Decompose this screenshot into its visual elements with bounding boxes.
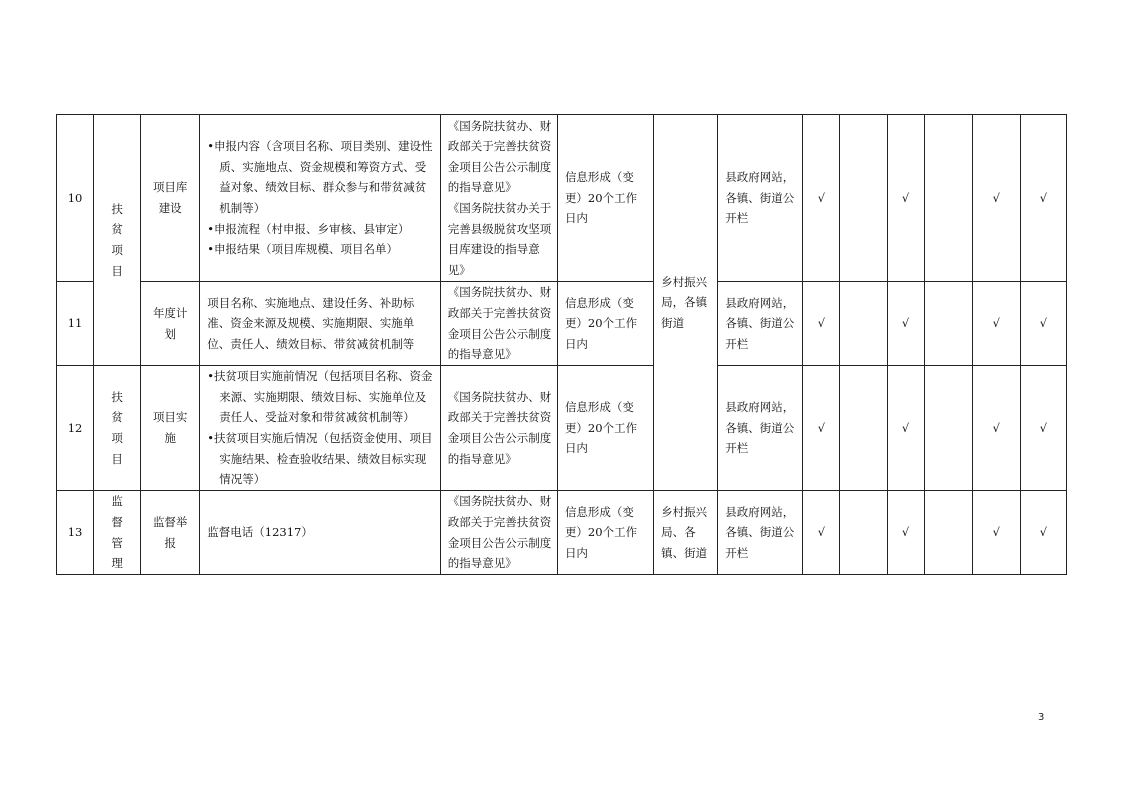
- page-number: 3: [1038, 712, 1045, 723]
- basis-cell: [440, 366, 557, 491]
- content-line: •扶贫项目实施后情况（包括资金使用、项目实施结果、检查验收结果、绩效目标实现情况等）: [207, 431, 433, 487]
- empty-cell: [840, 366, 887, 491]
- content-cell: [200, 282, 440, 366]
- category-label: 监督管理: [111, 494, 123, 571]
- content-line: •申报流程（村申报、乡审核、县审定）: [207, 221, 410, 236]
- empty-cell: [924, 115, 972, 282]
- empty-cell: [840, 491, 887, 575]
- check-mark: √: [1020, 115, 1066, 282]
- channel-cell: 县政府网站，各镇、街道公开栏: [718, 366, 803, 491]
- content-line: •申报内容（含项目名称、项目类别、建设性质、实施地点、资金规模和筹资方式、受益对象、绩效目标、群众参与和带贫减贫机制等）: [207, 139, 433, 215]
- basis-line: 《国务院扶贫办关于完善县级脱贫攻坚项目库建设的指导意见》: [447, 201, 552, 277]
- subcategory-label: 年度计划: [152, 305, 188, 341]
- check-mark: √: [972, 282, 1020, 366]
- time-limit-cell: 信息形成（变更）20个工作日内: [557, 491, 653, 575]
- basis-line: 《国务院扶贫办、财政部关于完善扶贫资金项目公告公示制度的指导意见》: [447, 118, 552, 195]
- category-cell: [94, 491, 141, 575]
- table-row: [57, 366, 1067, 491]
- check-mark: √: [803, 282, 840, 366]
- empty-cell: [840, 115, 887, 282]
- check-mark: √: [1020, 282, 1066, 366]
- disclosure-table: [56, 114, 1067, 575]
- basis-line: 《国务院扶贫办、财政部关于完善扶贫资金项目公告公示制度的指导意见》: [447, 494, 552, 571]
- empty-cell: [924, 282, 972, 366]
- table-row: [57, 491, 1067, 575]
- subcategory-label: 项目实施: [152, 410, 188, 445]
- channel-cell: 县政府网站，各镇、街道公开栏: [718, 115, 803, 282]
- category-cell: [94, 115, 141, 366]
- content-line: •扶贫项目实施前情况（包括项目名称、资金来源、实施期限、绩效目标、实施单位及责任人、受益对象和带贫减贫机制等）: [207, 369, 433, 425]
- row-number: 11: [57, 282, 94, 366]
- check-mark: √: [803, 366, 840, 491]
- empty-cell: [840, 282, 887, 366]
- empty-cell: [924, 491, 972, 575]
- check-mark: √: [972, 115, 1020, 282]
- check-mark: √: [887, 366, 924, 491]
- basis-cell: [440, 491, 557, 575]
- table-row: [57, 115, 1067, 282]
- channel-cell: 县政府网站，各镇、街道公开栏: [718, 282, 803, 366]
- check-mark: √: [972, 366, 1020, 491]
- subcategory-cell: [141, 491, 200, 575]
- check-mark: √: [1020, 491, 1066, 575]
- subcategory-label: 监督举报: [152, 514, 188, 550]
- time-limit-cell: 信息形成（变更）20个工作日内: [557, 115, 653, 282]
- subcategory-cell: [141, 282, 200, 366]
- content-line: 项目名称、实施地点、建设任务、补助标准、资金来源及规模、实施期限、实施单位、责任人、绩效目标、带贫减贫机制等: [207, 295, 415, 351]
- content-line: 监督电话（12317）: [207, 525, 313, 540]
- department-label: 乡村振兴局，各镇街道: [661, 274, 708, 330]
- content-cell: [200, 115, 440, 282]
- row-number: 13: [57, 491, 94, 575]
- row-number: 12: [57, 366, 94, 491]
- category-cell: [94, 366, 141, 491]
- check-mark: √: [972, 491, 1020, 575]
- table-row: [57, 282, 1067, 366]
- check-mark: √: [803, 115, 840, 282]
- subcategory-cell: [141, 366, 200, 491]
- empty-cell: [924, 366, 972, 491]
- basis-line: 《国务院扶贫办、财政部关于完善扶贫资金项目公告公示制度的指导意见》: [447, 285, 552, 362]
- content-line: •申报结果（项目库规模、项目名单）: [207, 242, 399, 257]
- content-cell: [200, 366, 440, 491]
- subcategory-cell: [141, 115, 200, 282]
- check-mark: √: [1020, 366, 1066, 491]
- subcategory-label: 项目库建设: [152, 180, 188, 215]
- channel-cell: 县政府网站，各镇、街道公开栏: [718, 491, 803, 575]
- check-mark: √: [803, 491, 840, 575]
- check-mark: √: [887, 282, 924, 366]
- department-cell: 乡村振兴局、各镇、街道: [654, 491, 718, 575]
- time-limit-cell: 信息形成（变更）20个工作日内: [557, 366, 653, 491]
- check-mark: √: [887, 115, 924, 282]
- row-number: 10: [57, 115, 94, 282]
- category-label: 扶贫项目: [111, 389, 123, 466]
- time-limit-cell: 信息形成（变更）20个工作日内: [557, 282, 653, 366]
- basis-line: 《国务院扶贫办、财政部关于完善扶贫资金项目公告公示制度的指导意见》: [447, 389, 552, 466]
- basis-cell: [440, 282, 557, 366]
- content-cell: [200, 491, 440, 575]
- category-label: 扶贫项目: [111, 201, 123, 278]
- check-mark: √: [887, 491, 924, 575]
- basis-cell: [440, 115, 557, 282]
- department-cell: [654, 115, 718, 491]
